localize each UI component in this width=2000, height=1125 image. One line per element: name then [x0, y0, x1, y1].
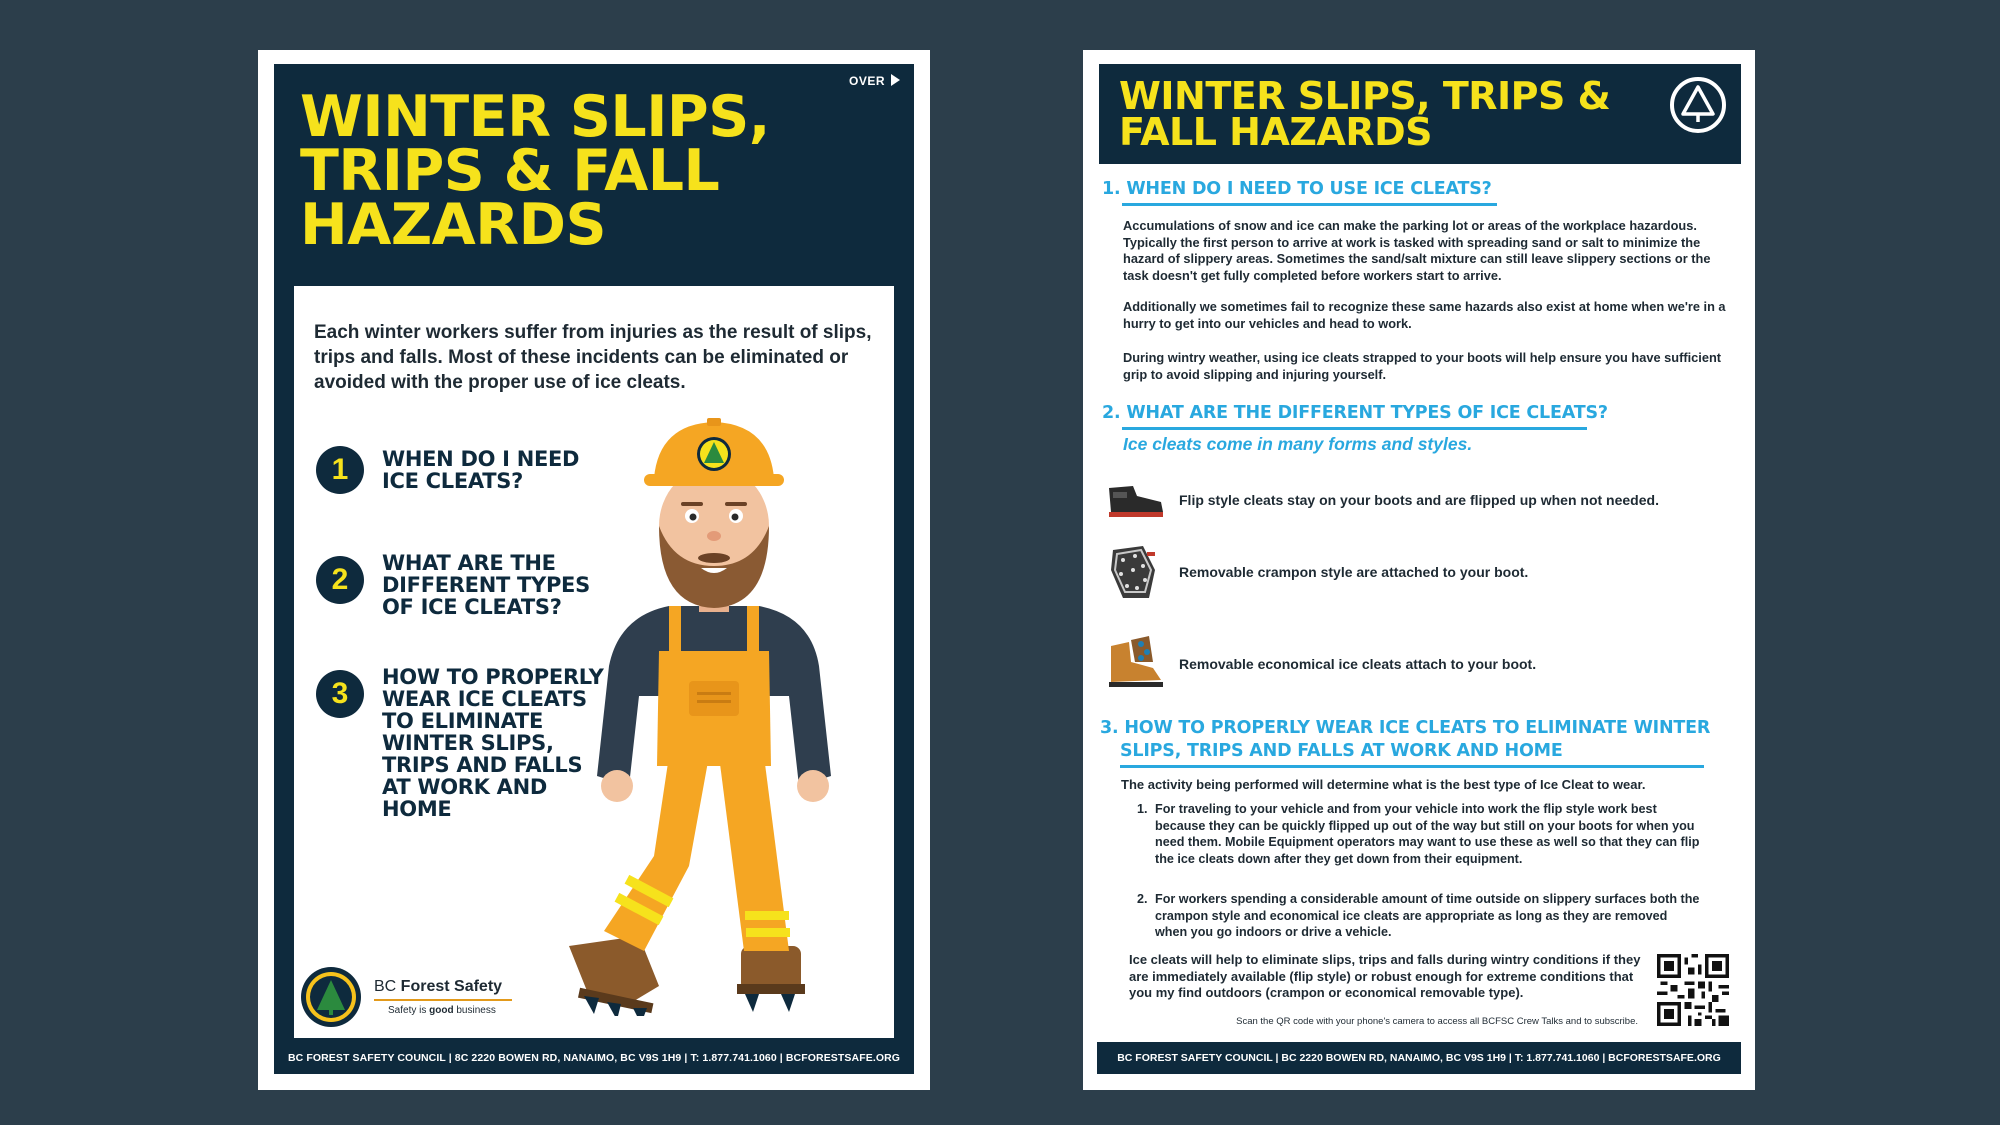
- right-boot: [737, 946, 805, 1012]
- section-underline: [1122, 427, 1587, 430]
- over-indicator: [849, 74, 900, 88]
- poster-front-page: [258, 50, 930, 1090]
- question-1: [316, 446, 582, 494]
- bcfs-tree-outline-icon: [1669, 76, 1727, 134]
- over-label: OVER: [848, 74, 885, 88]
- bc-forest-safety-logo: [300, 966, 512, 1028]
- front-title: [300, 84, 770, 258]
- logo-name-bold: Forest Safety: [400, 978, 503, 995]
- cleat-type-economical: [1103, 632, 1536, 696]
- front-title-line-1: WINTER SLIPS,: [300, 84, 770, 150]
- back-title: [1119, 74, 1611, 154]
- front-title-line-2: TRIPS & FALL: [300, 138, 720, 204]
- section-1-heading: 1. WHEN DO I NEED TO USE ICE CLEATS?: [1102, 178, 1497, 206]
- bcfs-tree-logo-icon: [300, 966, 362, 1028]
- back-header: [1099, 64, 1741, 164]
- back-title-line-1: WINTER SLIPS, TRIPS &: [1119, 74, 1611, 118]
- logo-name-prefix: BC: [374, 978, 401, 995]
- section-3-item-1: 1. For traveling to your vehicle and from your vehicle into work the flip style work best because they can be quickly flipped up out of the way but still on your boots for when you need them. Mobile Equipment operators may want to use these as well so that they can flip the ice cleats down after they get down from their equipment.: [1137, 802, 1700, 866]
- question-number-badge: 1: [316, 446, 364, 494]
- cleat-type-label: Removable crampon style are attached to your boot.: [1179, 564, 1529, 580]
- section-1-paragraph-3: During wintry weather, using ice cleats strapped to your boots will help ensure you have sufficient grip to avoid slipping and injuring yourself.: [1123, 350, 1722, 382]
- back-footer: BC FOREST SAFETY COUNCIL | BC 2220 BOWEN RD, NANAIMO, BC V9S 1H9 | T: 1.877.741.1060 | BCFORESTSAFE.ORG: [1097, 1042, 1741, 1074]
- cleat-type-flip: [1103, 468, 1659, 532]
- flip-cleat-boot-icon: [1103, 468, 1167, 532]
- section-1-paragraph-1: Accumulations of snow and ice can make the parking lot or areas of the workplace hazardous. Typically the first person to arrive at work is tasked with spreading sand or salt to minimize the hazard of slippery areas. Sometimes the sand/salt mixture can still leave slippery sections or the task doesn't get fully completed before workers start to arrive.: [1123, 218, 1711, 283]
- section-3-closing: Ice cleats will help to eliminate slips, trips and falls during wintry conditions if they are immediately available (flip style) or robust enough for extreme conditions that you my find outdoors (crampon or economical removable type).: [1129, 952, 1641, 1000]
- back-title-line-2: FALL HAZARDS: [1119, 110, 1433, 154]
- qr-code[interactable]: [1657, 954, 1729, 1026]
- poster-front-frame: [274, 64, 914, 1074]
- forest-worker-illustration: [549, 416, 879, 1016]
- logo-divider: [374, 999, 512, 1001]
- question-text: WHEN DO I NEED ICE CLEATS?: [382, 447, 580, 493]
- economical-cleat-boot-icon: [1103, 632, 1167, 696]
- question-text: WHAT ARE THE DIFFERENT TYPES OF ICE CLEATS?: [382, 551, 590, 619]
- poster-back-page: [1083, 50, 1755, 1090]
- cleat-type-crampon: [1103, 540, 1528, 604]
- section-2-heading: 2. WHAT ARE THE DIFFERENT TYPES OF ICE CLEATS?: [1102, 402, 1608, 430]
- cleat-type-label: Flip style cleats stay on your boots and are flipped up when not needed.: [1179, 492, 1659, 508]
- question-number-badge: 3: [316, 670, 364, 718]
- section-3-lead: The activity being performed will determine what is the best type of Ice Cleat to wear.: [1121, 777, 1646, 792]
- front-title-line-3: HAZARDS: [300, 192, 607, 258]
- section-underline: [1122, 203, 1497, 206]
- front-content-panel: [294, 286, 894, 1038]
- question-text: HOW TO PROPERLY WEAR ICE CLEATS TO ELIMINATE WINTER SLIPS, TRIPS AND FALLS AT WORK AND HOME: [382, 665, 604, 821]
- front-footer: BC FOREST SAFETY COUNCIL | 8C 2220 BOWEN RD, NANAIMO, BC V9S 1H9 | T: 1.877.741.1060 | BCFORESTSAFE.ORG: [287, 1052, 901, 1064]
- cleat-type-label: Removable economical ice cleats attach to your boot.: [1179, 656, 1537, 672]
- qr-note: Scan the QR code with your phone's camera to access all BCFSC Crew Talks and to subscribe.: [1236, 1016, 1638, 1027]
- section-underline: [1120, 765, 1704, 768]
- section-1-paragraph-2: Additionally we sometimes fail to recognize these same hazards also exist at home when we're in a hurry to get into our vehicles and head to work.: [1123, 299, 1726, 331]
- section-3-item-2: 2. For workers spending a considerable amount of time outside on slippery surfaces both the crampon style and economical ice cleats are appropriate as long as they are removed when you go indoors or drive a vehicle.: [1137, 892, 1700, 939]
- front-intro-text: Each winter workers suffer from injuries as the result of slips, trips and falls. Most of these incidents can be eliminated or avoided with the proper use of ice cleats.: [314, 322, 872, 393]
- section-3-heading: 3. HOW TO PROPERLY WEAR ICE CLEATS TO ELIMINATE WINTER SLIPS, TRIPS AND FALLS AT WORK AND HOME: [1100, 717, 1720, 768]
- question-number-badge: 2: [316, 556, 364, 604]
- play-arrow-icon: [891, 74, 900, 86]
- section-2-subheading: Ice cleats come in many forms and styles.: [1123, 434, 1473, 454]
- logo-tagline: Safety is good business: [388, 1005, 496, 1016]
- crampon-cleat-icon: [1103, 540, 1167, 604]
